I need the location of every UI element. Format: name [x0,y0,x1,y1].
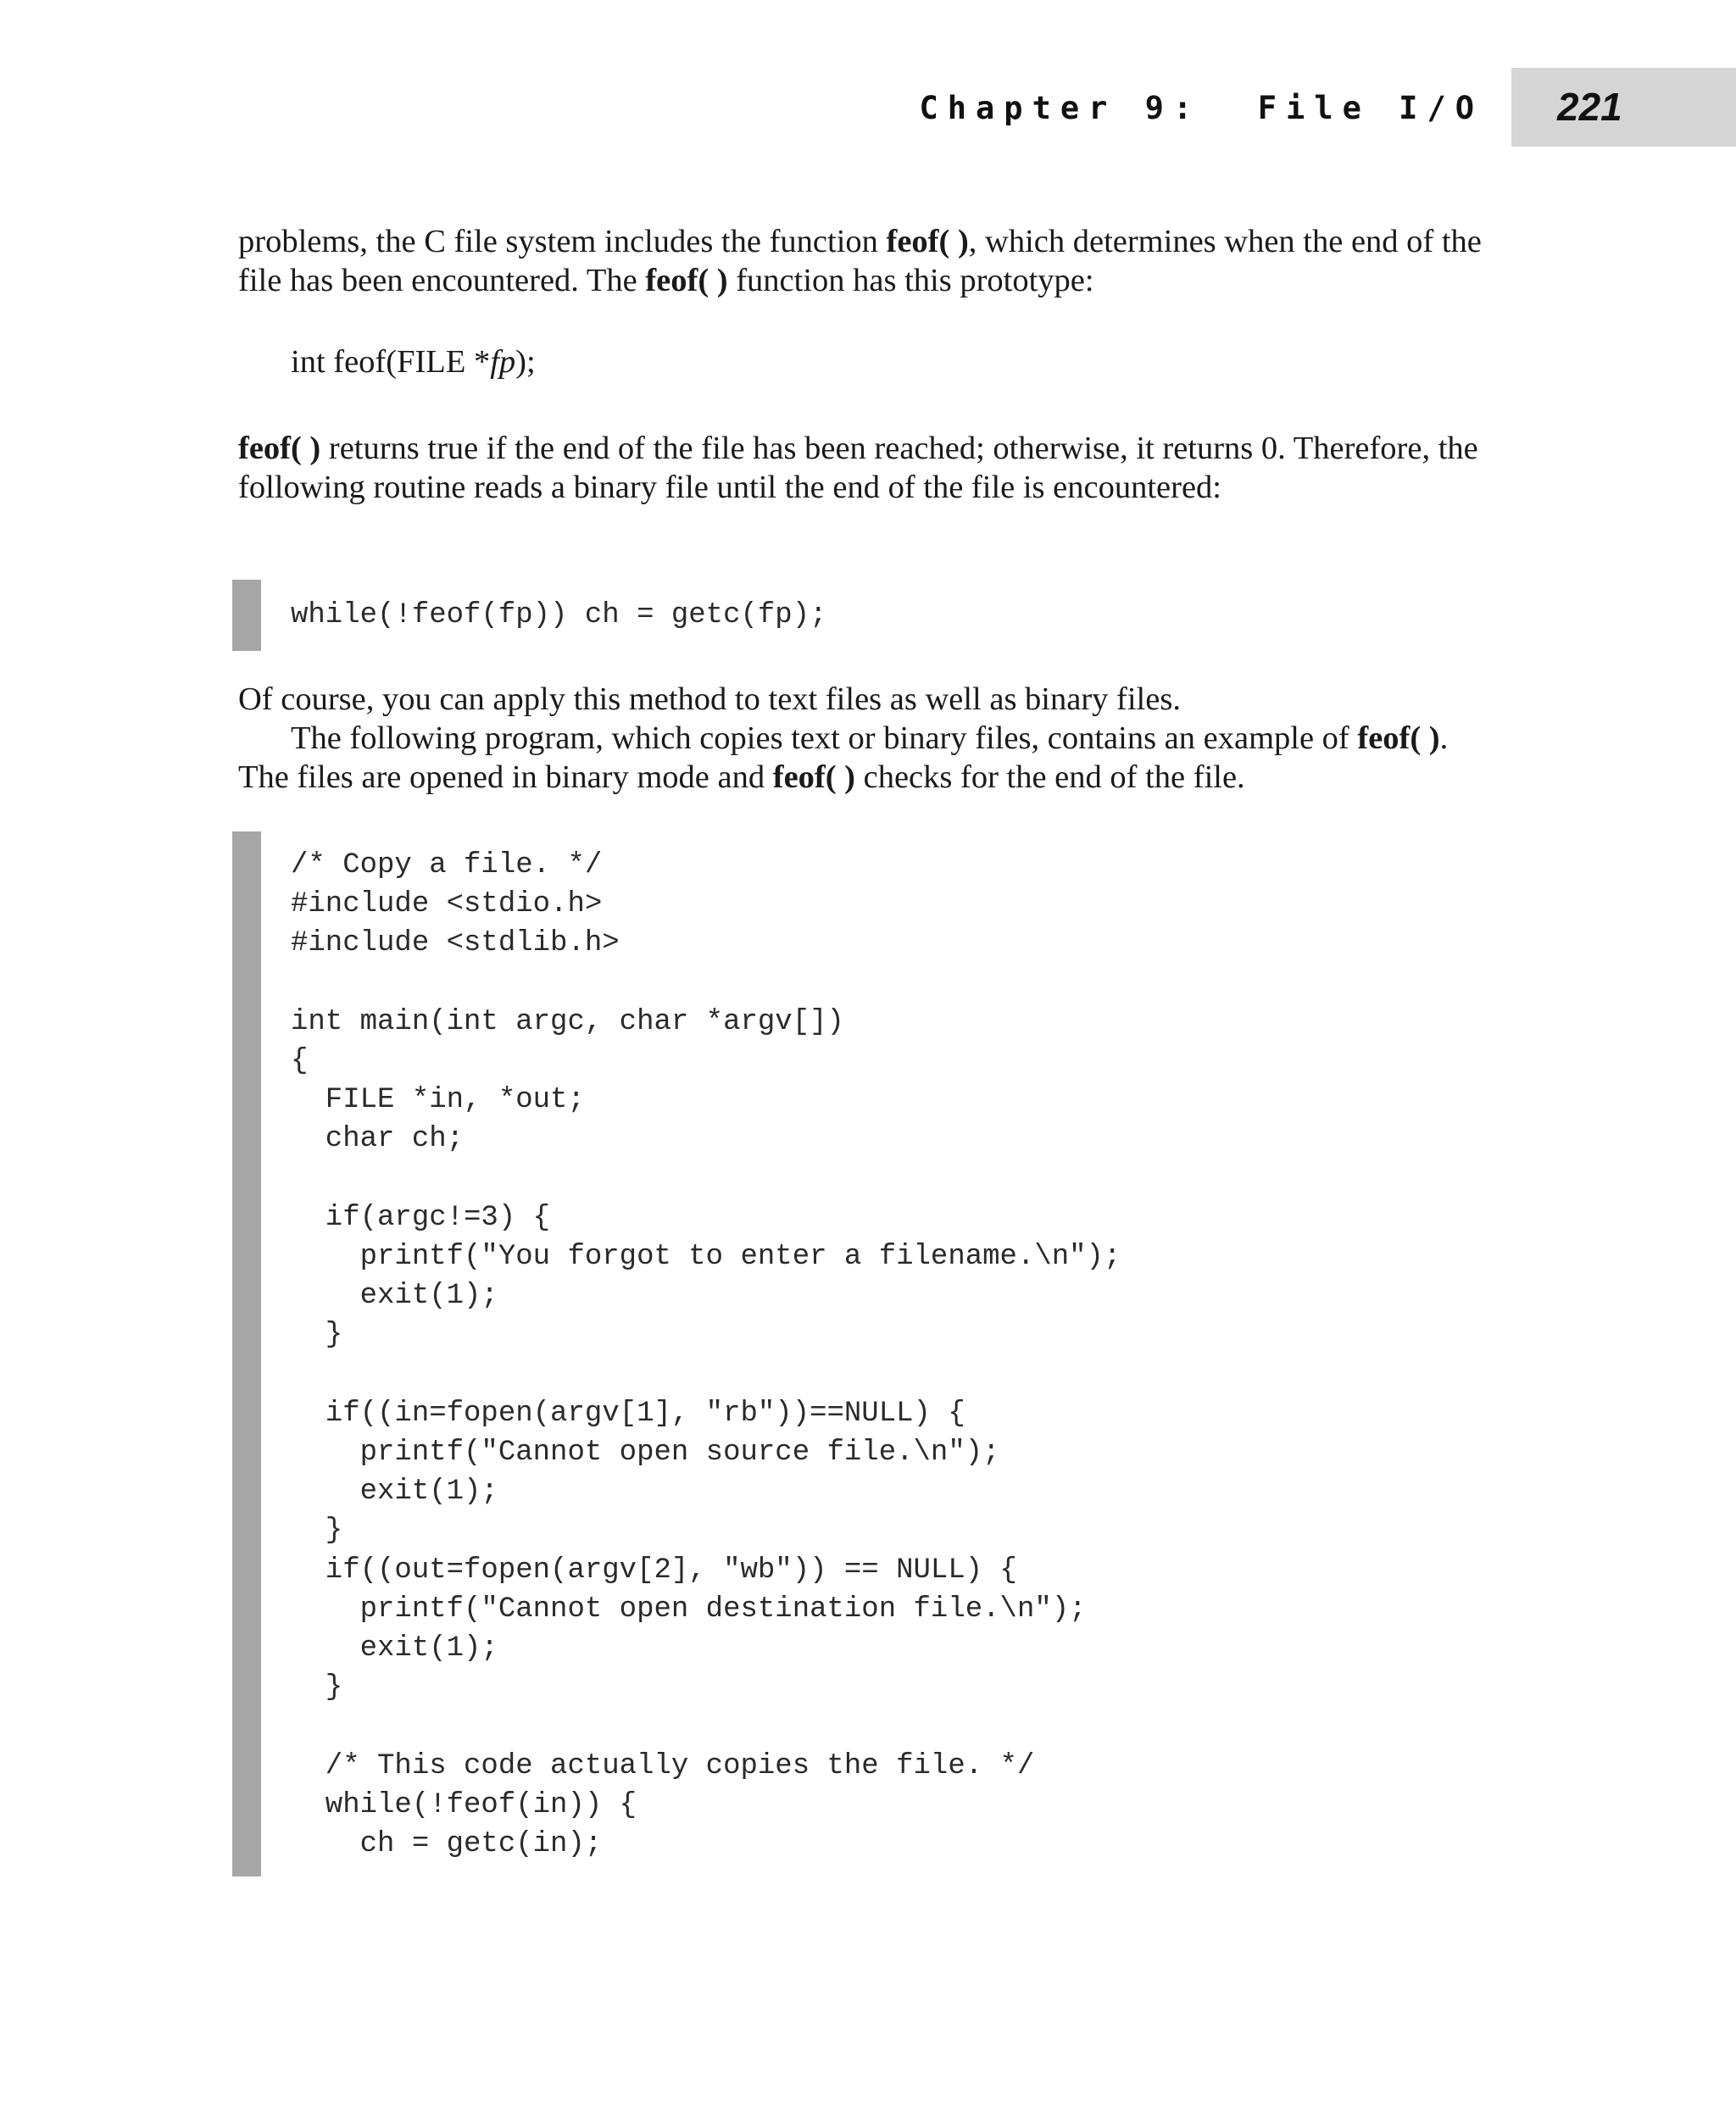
function-name: feof( ) [1357,720,1440,756]
parameter-name: fp [490,344,516,380]
page-number: 221 [1557,85,1622,129]
paragraph-intro: problems, the C file system includes the function feof( ), which determines when the end of the file has been encountered. The feof( ) function has this prototype: [238,224,1482,298]
function-name: feof( ) [772,759,855,795]
code-listing-copy-file: /* Copy a file. */ #include <stdio.h> #include <stdlib.h> int main(int argc, char *argv[]) { FILE *in, *out; char ch; if(argc!=3) { printf("You forgot to enter a filename.\n"); exit(1); } if((in=fopen(argv[1], "rb"))==NULL) { printf("Cannot open source file.\n"); exit(1); } if((out=fopen(argv[2], "wb")) == NULL) { printf("Cannot open destination file.\n"); exit(1); } /* This code actually copies the file. */ while(!feof(in)) { ch = getc(in); [291,849,1121,1861]
code-snippet-loop: while(!feof(fp)) ch = getc(fp); [291,599,827,631]
function-prototype: int feof(FILE *fp); [291,344,536,380]
function-name: feof( ) [886,224,969,259]
function-name: feof( ) [238,431,321,466]
paragraph-text-files: Of course, you can apply this method to text files as well as binary files. [238,681,1181,717]
function-name: feof( ) [645,263,728,298]
running-head: Chapter 9: File I/O [919,90,1483,126]
code-block-bar [232,580,261,651]
paragraph-feof-returns: feof( ) returns true if the end of the file has been reached; otherwise, it returns 0. Therefore, the following routine reads a binary file until the end of the file is encountered: [238,431,1478,505]
paragraph-copy-program: The following program, which copies text or binary files, contains an example of feof( ). The files are opened in binary mode and feof( ) checks for the end of the file. [238,720,1449,795]
page-number-tab [1511,68,1736,147]
code-block-bar [232,831,261,1876]
